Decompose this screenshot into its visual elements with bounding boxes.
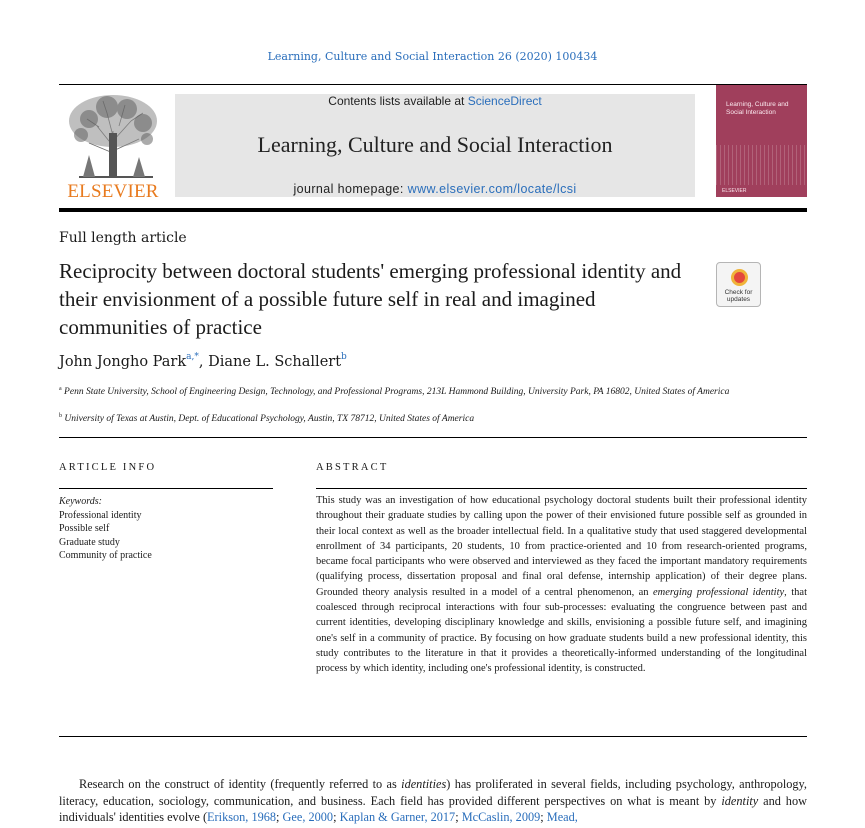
abstract-text	[316, 493, 807, 677]
journal-banner	[175, 94, 695, 197]
header-rule	[59, 84, 807, 85]
keywords-block	[59, 495, 152, 563]
journal-title: Learning, Culture and Social Interaction	[257, 132, 613, 157]
sciencedirect-link[interactable]: ScienceDirect	[467, 94, 542, 108]
affiliation-mark: a	[59, 386, 62, 392]
journal-homepage-link[interactable]: www.elsevier.com/locate/lcsi	[407, 182, 577, 196]
header-thick-rule	[59, 208, 807, 212]
contents-prefix: Contents lists available at	[328, 94, 468, 108]
affiliation-text: University of Texas at Austin, Dept. of Educational Psychology, Austin, TX 78712, United States of America	[64, 414, 475, 425]
author-affiliation-marks[interactable]: a,*	[186, 352, 199, 362]
author-list	[59, 354, 347, 370]
author-separator: ,	[198, 354, 209, 370]
abstract-rule	[316, 488, 807, 489]
citation-separator: ;	[540, 810, 547, 824]
abstract-emphasis: emerging professional identity	[653, 586, 785, 598]
keywords-label: Keywords:	[59, 496, 102, 507]
check-updates-icon	[731, 269, 748, 286]
abstract-part: This study was an investigation of how educational psychology doctoral students built their professional identity throughout their graduate studies by calling upon the power of their envisioned future possible self as grounded in their local context as well as the broader intellectual field. In a qualitative study that used staggered developmental enrollment of 34 participants, 20 students, 10 from practice-oriented and 10 from research-oriented programs, became focal participants who were observed and interviewed as they faced the important mandatory requirements (qualifying process, dissertation proposal and final oral defense, internship application) of their degree plans. Grounded theory analysis resulted in a model of a central phenomenon, an	[316, 495, 807, 598]
abstract-bottom-rule	[59, 736, 807, 737]
article-type: Full length article	[59, 230, 187, 246]
citation-separator: ;	[333, 810, 340, 824]
cover-footer: ELSEVIER	[722, 188, 747, 194]
body-text-run: Research on the construct of identity (frequently referred to as	[79, 777, 402, 791]
citation-link[interactable]: Gee, 2000	[282, 810, 334, 824]
keyword-item: Graduate study	[59, 536, 120, 548]
citation-link[interactable]: McCaslin, 2009	[461, 810, 541, 824]
journal-homepage-line	[175, 182, 695, 196]
keyword-item: Community of practice	[59, 550, 152, 561]
homepage-prefix: journal homepage:	[293, 182, 408, 196]
section-rule	[59, 437, 807, 438]
elsevier-wordmark: ELSEVIER	[67, 181, 159, 202]
citation-link[interactable]: Mead,	[546, 810, 578, 824]
cover-pattern	[716, 145, 807, 185]
contents-available-line	[175, 94, 695, 108]
article-info-heading: ARTICLE INFO	[59, 462, 157, 473]
tree-logo-icon	[59, 91, 167, 181]
cover-title: Learning, Culture and Social Interaction	[726, 101, 789, 116]
journal-cover-thumbnail[interactable]	[716, 85, 807, 197]
check-updates-label: Check for updates	[724, 289, 753, 303]
keyword-item: Possible self	[59, 523, 110, 534]
abstract-heading: ABSTRACT	[316, 462, 389, 473]
author-affiliation-marks[interactable]: b	[341, 352, 347, 362]
body-text-run: and how individuals' identities evolve (	[59, 793, 807, 824]
affiliation-b	[59, 410, 759, 426]
citation-separator: ;	[455, 810, 462, 824]
elsevier-logo[interactable]	[59, 91, 167, 205]
article-info-rule	[59, 488, 273, 489]
check-for-updates-button[interactable]	[716, 262, 761, 307]
article-title: Reciprocity between doctoral students' emerging professional identity and their envisionment of a possible future self in real and imagined communities of practice	[59, 259, 682, 339]
abstract-part: , that coalesced through reciprocal interactions with four sub-processes: evaluating the congruence between past and current identities, developing disciplinary knowledge and skills, envisioning a possible future self, and imagining one's self in a community of practice. By focusing on how graduate students build a new professional identity, this study contributes to the literature in that it provides a theoretically-informed understanding of the longitudinal process by which identity, including one's professional identity, is constructed.	[316, 586, 807, 675]
body-emphasis: identities	[401, 777, 447, 791]
citation-link[interactable]: Erikson, 1968	[207, 810, 277, 824]
affiliation-text: Penn State University, School of Engineering Design, Technology, and Professional Programs, 213L Hammond Building, University Park, PA 16802, United States of America	[64, 387, 730, 398]
journal-citation-link[interactable]: Learning, Culture and Social Interaction 26 (2020) 100434	[267, 50, 598, 63]
author-name[interactable]: Diane L. Schallert	[208, 354, 342, 370]
citation-separator: ;	[276, 810, 283, 824]
author-name[interactable]: John Jongho Park	[59, 354, 187, 370]
citation-link[interactable]: Kaplan & Garner, 2017	[339, 810, 456, 824]
keyword-item: Professional identity	[59, 509, 142, 521]
body-text-run: ) has proliferated in several fields, including psychology, anthropology, literacy, education, sociology, communication, and business. Each field has provided different perspectives on what is meant by	[59, 777, 807, 808]
affiliation-mark: b	[59, 413, 62, 419]
affiliation-a	[59, 383, 759, 399]
body-paragraph	[59, 776, 807, 826]
body-emphasis: identity	[721, 793, 759, 808]
